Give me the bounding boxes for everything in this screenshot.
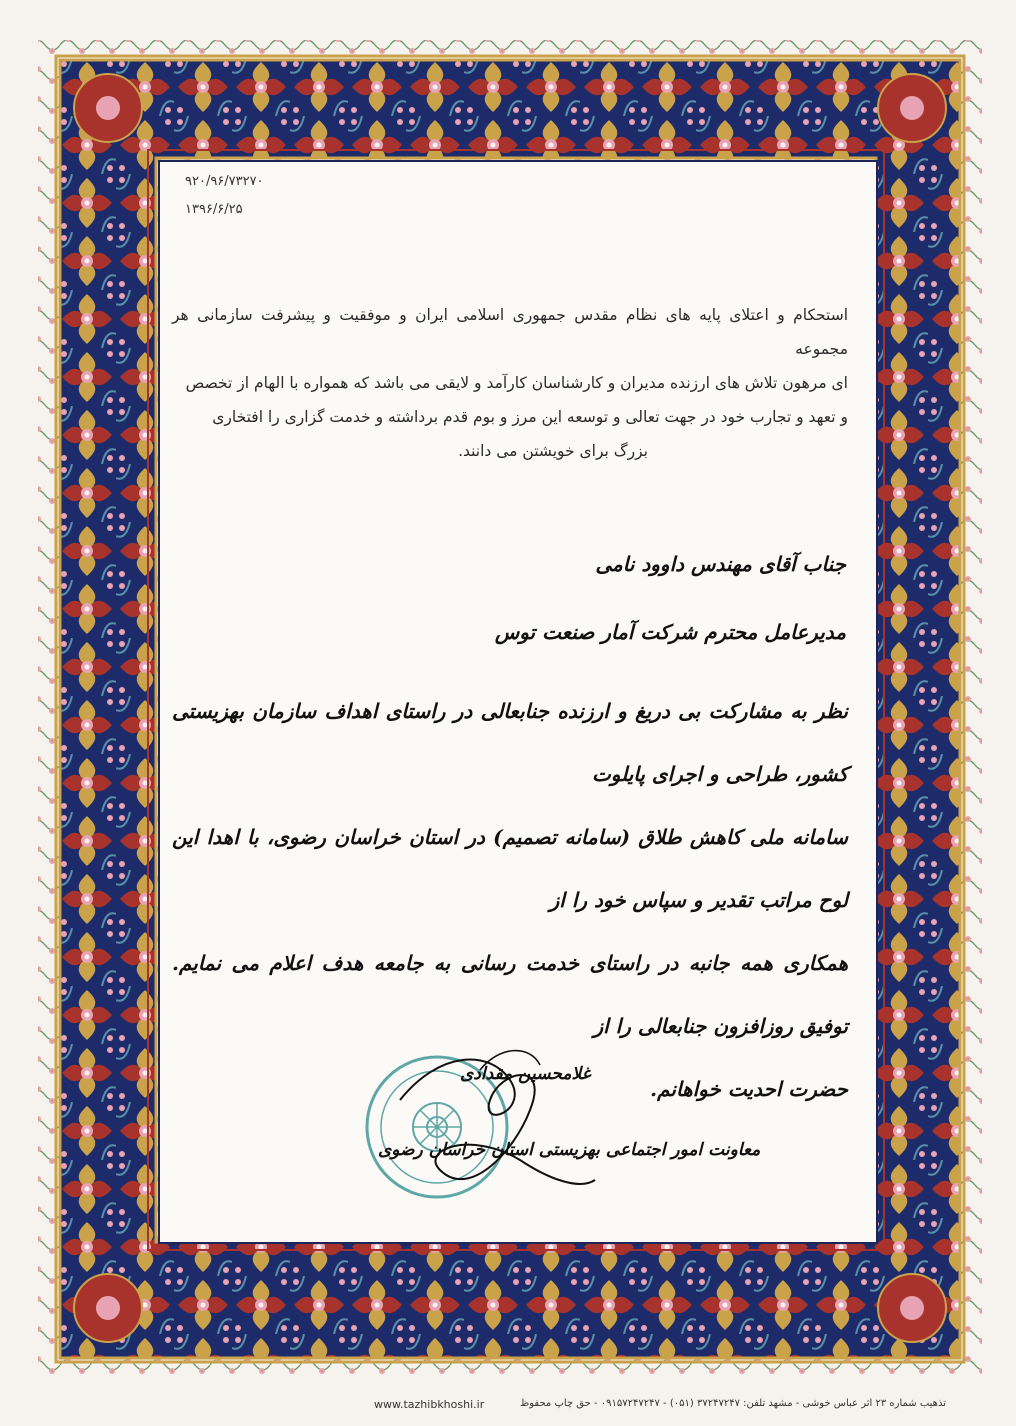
footer-website: www.tazhibkhoshi.ir (374, 1398, 485, 1411)
body-line: حضرت احدیت خواهانم. (650, 1077, 848, 1101)
body-line: نظر به مشارکت بی دریغ و ارزنده جنابعالی در راستای اهداف سازمان بهزیستی کشور، طراحی و اجرای پایلوت (172, 699, 848, 786)
body-line: سامانه ملی کاهش طلاق (سامانه تصمیم) در استان خراسان رضوی، با اهدا این لوح مراتب تقدیر و سپاس خود را از (172, 825, 848, 912)
preamble-text (172, 298, 848, 468)
preamble-line: و تعهد و تجارب خود در جهت تعالی و توسعه این مرز و بوم قدم برداشته و خدمت گزاری را افتخاری (212, 408, 848, 426)
issue-date: ۱۳۹۶/۶/۲۵ (185, 202, 243, 217)
recipient-position: مدیرعامل محترم شرکت آمار صنعت توس (494, 620, 846, 644)
preamble-line: بزرگ برای خویشتن می دانند. (458, 442, 648, 460)
recipient-name: جناب آقای مهندس داوود نامی (595, 552, 846, 576)
preamble-line: ای مرهون تلاش های ارزنده مدیران و کارشناسان کارآمد و لایقی می باشد که همواره با الهام از تخصص (185, 374, 848, 392)
body-line: همکاری همه جانبه در راستای خدمت رسانی به جامعه هدف اعلام می نمایم. توفیق روزافزون جنابعالی را از (172, 951, 848, 1038)
reference-number: ۹۲۰/۹۶/۷۳۲۷۰ (185, 174, 264, 189)
reference-block (185, 168, 264, 224)
footer-publisher-info: تذهیب شماره ۲۳ اثر عباس خوشی - مشهد تلفن: ۳۷۲۴۷۲۴۷ (۰۵۱) - ۰۹۱۵۷۲۴۷۲۴۷ - حق چاپ محفوظ (520, 1398, 946, 1409)
preamble-line: استحکام و اعتلای پایه های نظام مقدس جمهوری اسلامی ایران و موفقیت و پیشرفت سازمانی هر مجموعه (172, 306, 848, 358)
signatory-title: معاونت امور اجتماعی بهزیستی استان خراسان رضوی (378, 1140, 761, 1160)
signatory-name: غلامحسین مقدادی (460, 1064, 591, 1084)
